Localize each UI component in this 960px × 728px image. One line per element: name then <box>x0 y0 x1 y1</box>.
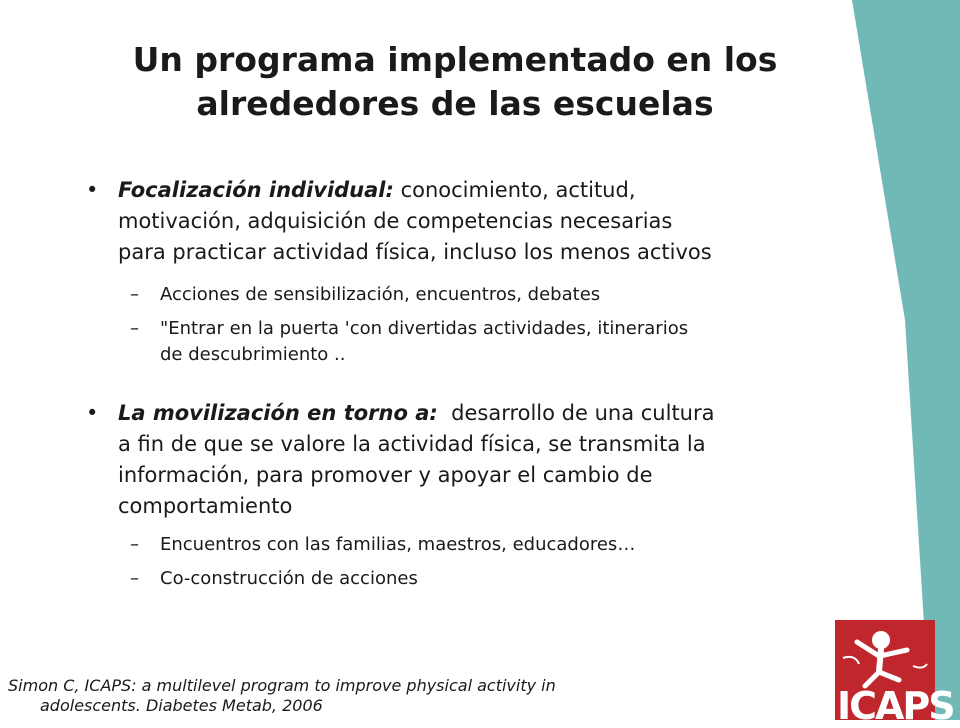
bullet-dot: • <box>86 401 99 425</box>
subitem-text-line: de descubrimiento .. <box>160 344 346 365</box>
bullet-text-line: motivación, adquisición de competencias necesarias <box>118 209 673 233</box>
subitem-dash: – <box>130 318 139 339</box>
bullet-text-line: conocimiento, actitud, <box>393 178 636 202</box>
bullet-lead: La movilización en torno a: <box>118 401 438 425</box>
subitem-co-construction <box>130 566 860 592</box>
subitem-text-line: Acciones de sensibilización, encuentros, debates <box>160 284 601 305</box>
logo-text: ICAPS <box>837 684 954 728</box>
subitem-text-line: Co-construcción de acciones <box>160 568 418 589</box>
citation-line-1: Simon C, ICAPS: a multilevel program to improve physical activity in <box>8 676 556 695</box>
citation <box>8 676 708 716</box>
subitem-dash: – <box>130 568 139 589</box>
citation-line-2: adolescents. Diabetes Metab, 2006 <box>40 696 323 715</box>
title-line-2: alrededores de las escuelas <box>196 84 714 123</box>
bullet-text-line: comportamiento <box>118 494 293 518</box>
bullet-text-line: desarrollo de una cultura <box>437 401 715 425</box>
bullet-dot: • <box>86 178 99 202</box>
slide-title <box>60 38 850 126</box>
subitem-text-line: Encuentros con las familias, maestros, educadores… <box>160 534 636 555</box>
title-line-1: Un programa implementado en los <box>132 40 778 79</box>
bullet-lead: Focalización individual: <box>118 178 394 202</box>
bullet-mobilization <box>86 398 848 522</box>
subitem-enter-door <box>130 316 860 368</box>
bullet-text-line: para practicar actividad física, incluso los menos activos <box>118 240 712 264</box>
subitem-awareness-actions <box>130 282 860 308</box>
subitem-text-line: "Entrar en la puerta 'con divertidas actividades, itinerarios <box>160 318 689 339</box>
bullet-text-line: a fin de que se valore la actividad física, se transmita la <box>118 432 706 456</box>
bullet-individual-focus <box>86 175 848 268</box>
icaps-logo <box>835 620 954 728</box>
subitem-dash: – <box>130 284 139 305</box>
subitem-meetings <box>130 532 860 558</box>
bullet-text-line: información, para promover y apoyar el cambio de <box>118 463 653 487</box>
subitem-dash: – <box>130 534 139 555</box>
